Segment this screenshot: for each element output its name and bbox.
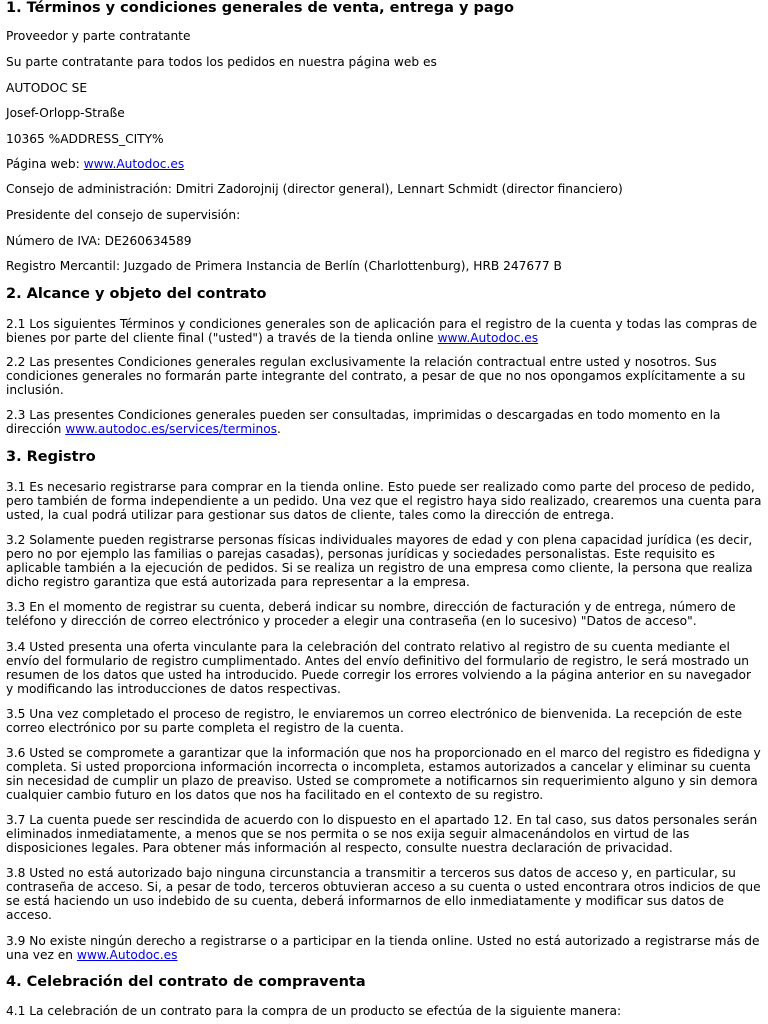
clause-3-3: 3.3 En el momento de registrar su cuenta, deberá indicar su nombre, dirección de facturación y de entrega, número de teléfono y dirección de correo electrónico y proceder a elegir una contraseña (en lo sucesivo) "Datos de acceso". [6,600,736,628]
clause-2-3-end: . [277,422,281,436]
clause-2-1 [6,317,762,345]
clause-2-1-link[interactable]: www.Autodoc.es [437,331,539,345]
website-line [6,157,184,171]
contract-party-text: Su parte contratante para todos los pedidos en nuestra página web es [6,55,437,69]
website-label: Página web: [6,157,84,171]
autodoc-website-link[interactable]: www.Autodoc.es [83,157,185,171]
company-street: Josef-Orlopp-Straße [6,106,125,120]
section-2-heading: 2. Alcance y objeto del contrato [6,286,267,302]
clause-3-9-link[interactable]: www.Autodoc.es [76,948,178,962]
clause-3-9 [6,934,762,962]
clause-2-3-text: 2.3 Las presentes Condiciones generales pueden ser consultadas, imprimidas o descargadas en todo momento en la dirección [6,408,721,436]
clause-3-6: 3.6 Usted se compromete a garantizar que la información que nos ha proporcionado en el marco del registro es fidedigna y completa. Si usted proporciona información incorrecta o incompleta, estamos autorizados a cancelar y eliminar su cuenta sin necesidad de cumplir un plazo de preaviso. Usted se compromete a notificarnos sin requerimiento alguno y sin demora cualquier cambio futuro en los datos que nos ha facilitado en el contexto de su registro. [6,746,761,802]
supervisory-board-chair: Presidente del consejo de supervisión: [6,208,241,222]
provider-label: Proveedor y parte contratante [6,29,191,43]
terms-page-link[interactable]: www.autodoc.es/services/terminos [65,422,277,436]
clause-3-5: 3.5 Una vez completado el proceso de registro, le enviaremos un correo electrónico de bienvenida. La recepción de este correo electrónico por su parte completa el registro de la cuenta. [6,707,743,735]
vat-number: Número de IVA: DE260634589 [6,234,192,248]
board-of-directors: Consejo de administración: Dmitri Zadorojnij (director general), Lennart Schmidt (director financiero) [6,182,623,196]
company-name: AUTODOC SE [6,81,88,95]
clause-2-3 [6,408,762,436]
commercial-register: Registro Mercantil: Juzgado de Primera Instancia de Berlín (Charlottenburg), HRB 247677 B [6,259,562,273]
clause-3-8: 3.8 Usted no está autorizado bajo ninguna circunstancia a transmitir a terceros sus datos de acceso y, en particular, su contraseña de acceso. Si, a pesar de todo, terceros obtuvieran acceso a su cuenta o usted encontrara otros indicios de que se está haciendo un uso indebido de su cuenta, deberá informarnos de ello inmediatamente y modificar sus datos de acceso. [6,866,761,922]
section-4-heading: 4. Celebración del contrato de compraventa [6,974,366,990]
clause-3-7: 3.7 La cuenta puede ser rescindida de acuerdo con lo dispuesto en el apartado 12. En tal caso, sus datos personales serán eliminados inmediatamente, a menos que se nos permita o se nos exija seguir almacenándolos en virtud de las disposiciones legales. Para obtener más información al respecto, consulte nuestra declaración de privacidad. [6,813,758,855]
company-city: 10365 %ADDRESS_CITY% [6,132,164,146]
clause-3-1: 3.1 Es necesario registrarse para comprar en la tienda online. Esto puede ser realizado como parte del proceso de pedido, pero también de forma independiente a un pedido. Una vez que el registro haya sido realizado, crearemos una cuenta para usted, la cual podrá utilizar para gestionar sus datos de cliente, tales como la dirección de entrega. [6,480,762,522]
clause-4-1: 4.1 La celebración de un contrato para la compra de un producto se efectúa de la siguiente manera: [6,1004,622,1018]
section-3-heading: 3. Registro [6,449,96,465]
clause-2-2: 2.2 Las presentes Condiciones generales regulan exclusivamente la relación contractual entre usted y nosotros. Sus condiciones generales no formarán parte integrante del contrato, a pesar de que no nos opongamos explícitamente a su inclusión. [6,355,746,397]
section-1-heading: 1. Términos y condiciones generales de venta, entrega y pago [6,0,514,16]
clause-2-1-text: 2.1 Los siguientes Términos y condiciones generales son de aplicación para el registro de la cuenta y todas las compras de bienes por parte del cliente final ("usted") a través de la tienda online [6,317,758,345]
clause-3-4: 3.4 Usted presenta una oferta vinculante para la celebración del contrato relativo al registro de su cuenta mediante el envío del formulario de registro cumplimentado. Antes del envío definitivo del formulario de registro, le será mostrado un resumen de los datos que usted ha introducido. Puede corregir los errores volviendo a la página anterior en su navegador y modificando las introducciones de datos respectivas. [6,640,752,696]
clause-3-2: 3.2 Solamente pueden registrarse personas físicas individuales mayores de edad y con plena capacidad jurídica (es decir, pero no por ejemplo las familias o parejas casadas), personas jurídicas y sociedades personalistas. Este requisito es aplicable también a la ejecución de pedidos. Si se realiza un registro de una empresa como cliente, la persona que realiza dicho registro garantiza que está autorizada para representar a la empresa. [6,533,753,589]
clause-3-9-text: 3.9 No existe ningún derecho a registrarse o a participar en la tienda online. Usted no está autorizado a registrarse más de una vez en [6,934,760,962]
